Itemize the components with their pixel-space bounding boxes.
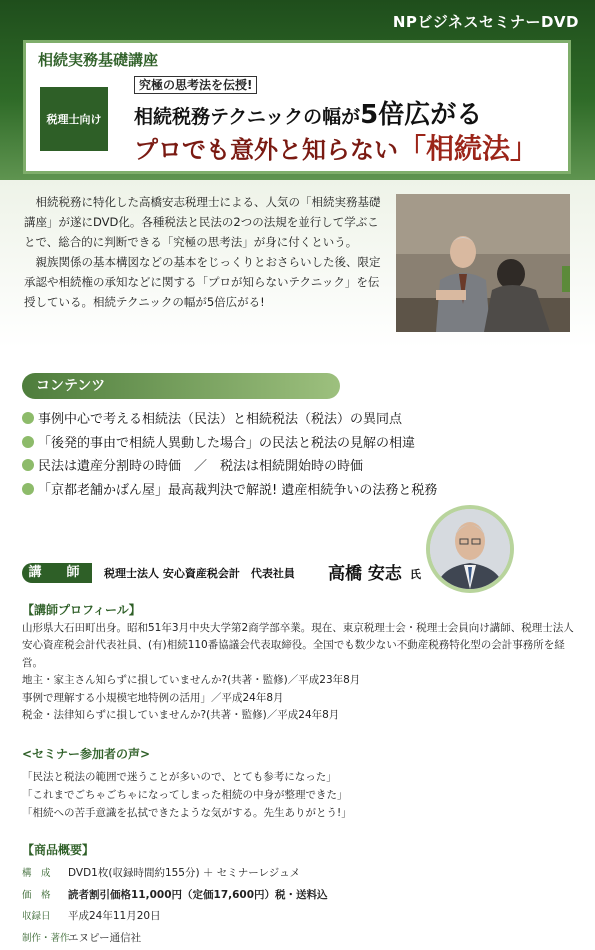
profile-line: 地主・家主さん知らずに損していませんか?(共著・監修)／平成23年8月	[22, 674, 361, 687]
header-band	[0, 0, 595, 180]
profile-line: 山形県大石田町出身。昭和51年3月中央大学第2商学部卒業。現在、東京税理士会・税理士会員向け講師、税理士法人安心資産税会計代表社員、(有)相続110番協議会代表取締役。全国でも数少ない不動産税務特化型の会計事務所を経営。	[22, 622, 574, 669]
lecturer-name: 高橋 安志	[328, 564, 402, 584]
list-item-text: 「後発的事由で相続人異動した場合」の民法と税法の見解の相違	[38, 435, 416, 451]
headline-secondary-text: プロでも意外と知らない	[134, 136, 398, 164]
tagline: 究極の思考法を伝授!	[134, 76, 257, 94]
product-row	[22, 863, 578, 885]
title-box	[23, 40, 571, 174]
intro-paragraph: 親族関係の基本構図などの基本をじっくりとおさらいした後、限定承認や相続権の承知などに関する「プロが知らないテクニック」を伝授している。相続テクニックの幅が5倍広がる!	[24, 255, 381, 309]
headline-primary-emphasis: 5倍広がる	[360, 100, 483, 130]
product-heading: 【商品概要】	[22, 843, 95, 857]
bullet-icon	[22, 459, 34, 471]
lecturer-portrait	[426, 505, 514, 593]
product-row	[22, 928, 578, 950]
profile-line: 税金・法律知らずに損していませんか?(共著・監修)／平成24年8月	[22, 709, 340, 722]
voice-line: 「これまでごちゃごちゃになってしまった相続の中身が整理できた」	[22, 789, 348, 801]
list-item	[22, 479, 582, 503]
list-item	[22, 455, 582, 479]
product-row	[22, 885, 578, 907]
product-table	[22, 863, 578, 949]
intro-text	[24, 192, 386, 312]
list-item-text: 「京都老舗かばん屋」最高裁判決で解説! 遺産相続争いの法務と税務	[38, 482, 438, 498]
list-item-text: 民法は遺産分割時の時価 ／ 税法は相続開始時の時価	[38, 459, 364, 474]
product-row	[22, 906, 578, 928]
lecturer-organization: 税理士法人 安心資産税会計 代表社員	[104, 567, 295, 580]
headline-primary-text: 相続税務テクニックの幅が	[134, 106, 361, 128]
product-row-value: DVD1枚(収録時間約155分) ＋ セミナーレジュメ	[68, 867, 301, 879]
voices-heading: <セミナー参加者の声>	[22, 747, 151, 761]
profile-body	[22, 620, 578, 724]
lecturer-honorific: 氏	[410, 568, 421, 581]
list-item	[22, 408, 582, 432]
product-row-value: 平成24年11月20日	[68, 910, 161, 922]
headline-secondary-emphasis: 「相続法」	[398, 132, 539, 165]
bullet-icon	[22, 436, 34, 448]
seminar-photo	[396, 194, 570, 332]
contents-list	[22, 408, 582, 502]
product-row-label: 収録日	[22, 911, 51, 922]
voice-line: 「相続への苦手意識を払拭できたような気がする。先生ありがとう!」	[22, 807, 352, 819]
product-row-label: 構 成	[22, 868, 51, 879]
bullet-icon	[22, 412, 34, 424]
brand-label: NPビジネスセミナーDVD	[392, 13, 579, 31]
headline-primary	[134, 94, 482, 131]
product-row-value: 読者割引価格11,000円（定価17,600円）税・送料込	[68, 888, 328, 901]
audience-badge: 税理士向け	[40, 87, 108, 151]
product-row-label: 価 格	[22, 889, 51, 901]
bullet-icon	[22, 483, 34, 495]
voices-body	[22, 768, 578, 822]
profile-line: 事例で理解する小規模宅地特例の活用」／平成24年8月	[22, 691, 284, 704]
voice-line: 「民法と税法の範囲で迷うことが多いので、とても参考になった」	[22, 771, 337, 783]
intro-paragraph: 相続税務に特化した高橋安志税理士による、人気の「相続実務基礎講座」が遂にDVD化。各種税法と民法の2つの法規を並行して学ぶことで、総合的に判断できる「究極の思考法」が身に付くという。	[24, 195, 381, 249]
course-title: 相続実務基礎講座	[38, 51, 159, 69]
list-item-text: 事例中心で考える相続法（民法）と相続税法（税法）の異同点	[38, 412, 403, 427]
list-item	[22, 432, 582, 456]
lecturer-label: 講 師	[22, 563, 92, 583]
headline-secondary	[134, 127, 538, 167]
product-row-value: エヌピー通信社	[68, 931, 142, 944]
profile-heading: 【講師プロフィール】	[22, 603, 141, 617]
product-row-label: 制作・著作	[22, 932, 70, 944]
contents-heading: コンテンツ	[22, 373, 340, 399]
